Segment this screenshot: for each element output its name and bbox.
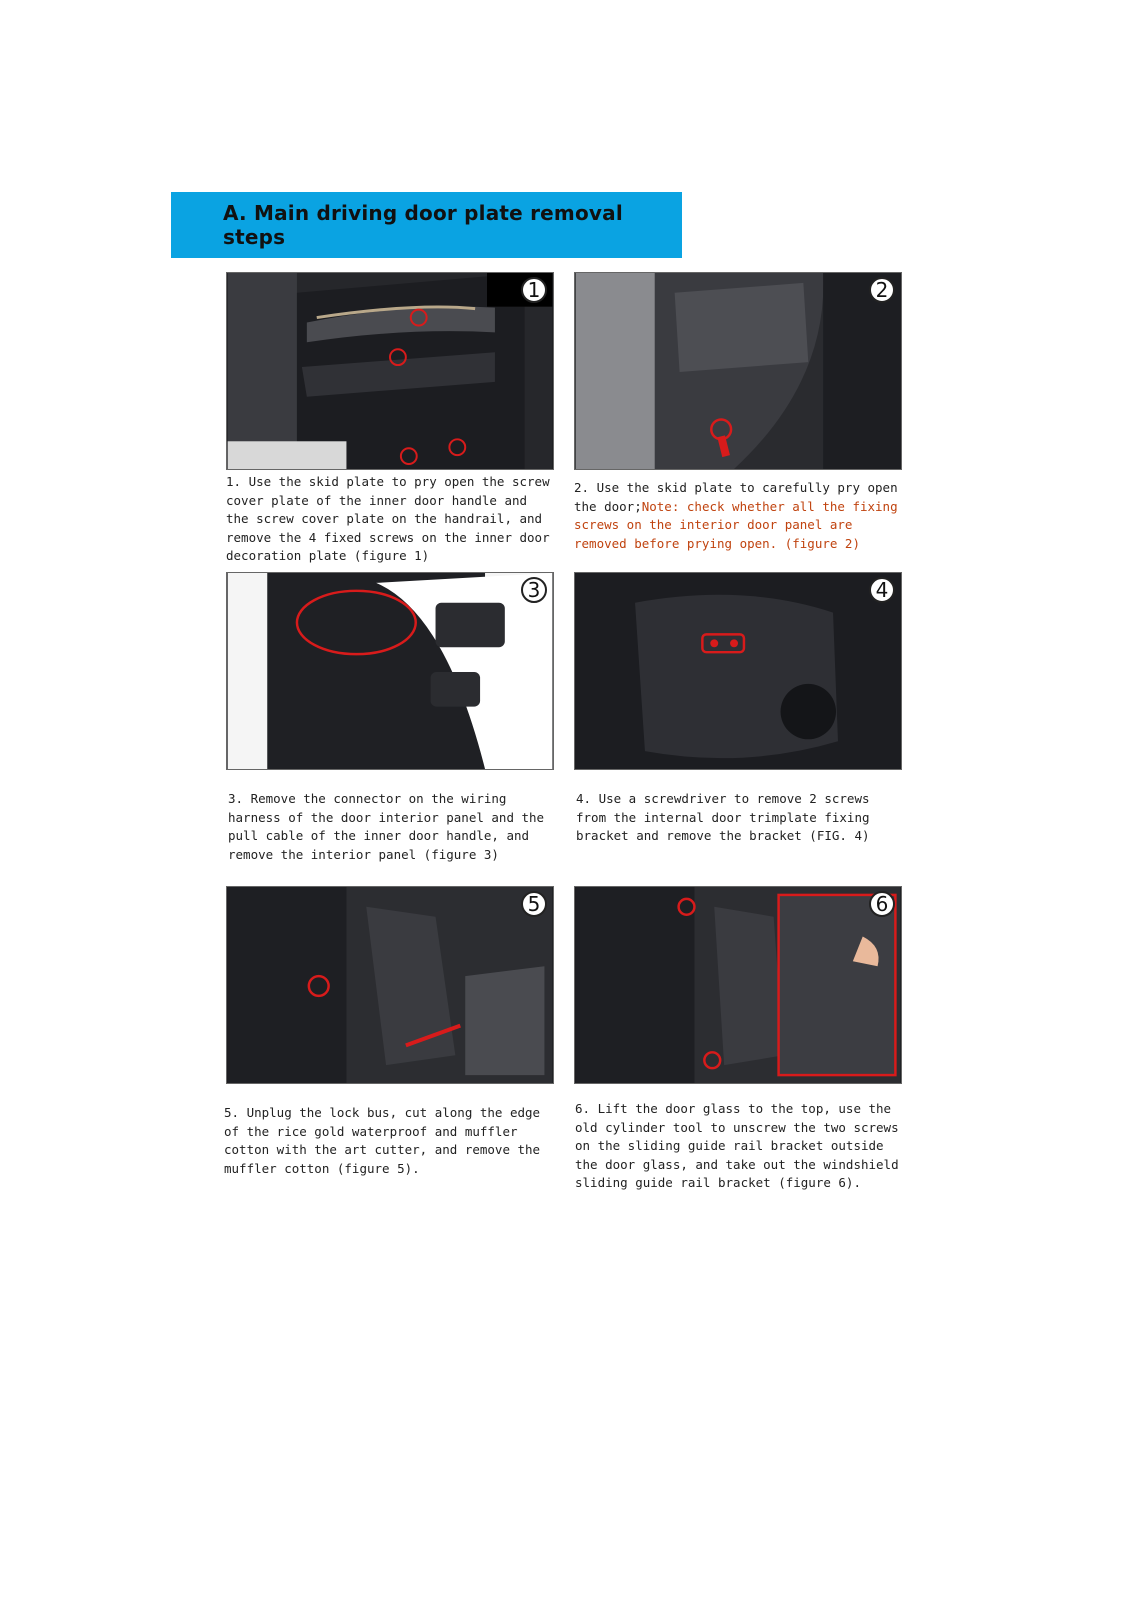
figure-5-photo <box>226 886 554 1084</box>
step-6-caption <box>575 1100 905 1193</box>
figure-number-badge: 6 <box>869 891 895 917</box>
section-banner <box>171 192 682 258</box>
figure-4-photo <box>574 572 902 770</box>
step-4-text: 4. Use a screwdriver to remove 2 screws from the internal door trimplate fixing bracket and remove the bracket (FIG. 4) <box>576 791 870 843</box>
step-4-caption <box>576 790 906 846</box>
step-1-text: 1. Use the skid plate to pry open the screw cover plate of the inner door handle and the screw cover plate on the handrail, and remove the 4 fixed screws on the inner door decoration plate (figure 1) <box>226 474 550 563</box>
figure-3-photo <box>226 572 554 770</box>
figure-2-photo <box>574 272 902 470</box>
section-title: A. Main driving door plate removal steps <box>223 201 623 249</box>
figure-number-badge: 3 <box>521 577 547 603</box>
lock-bus-illustration <box>227 887 553 1083</box>
figure-number-badge: 1 <box>521 277 547 303</box>
step-5-text: 5. Unplug the lock bus, cut along the edge of the rice gold waterproof and muffler cotton with the art cutter, and remove the muffler cotton (figure 5). <box>224 1105 541 1176</box>
step-2-note: Note: check whether all the fixing screws on the interior door panel are removed before prying open. (figure 2) <box>574 498 898 551</box>
figure-1-photo <box>226 272 554 470</box>
figure-number-badge: 4 <box>869 577 895 603</box>
figure-number-badge: 2 <box>869 277 895 303</box>
step-1-caption <box>226 473 556 566</box>
step-2-text: 2. Use the skid plate to carefully pry open the door; <box>574 480 898 514</box>
guide-rail-illustration <box>575 887 901 1083</box>
figure-number-badge: 5 <box>521 891 547 917</box>
step-3-text: 3. Remove the connector on the wiring harness of the door interior panel and the pull cable of the inner door handle, and remove the interior panel (figure 3) <box>228 791 545 862</box>
figure-6-photo <box>574 886 902 1084</box>
bracket-screws-illustration <box>575 573 901 769</box>
door-panel-illustration <box>227 273 553 469</box>
step-6-text: 6. Lift the door glass to the top, use the old cylinder tool to unscrew the two screws on the sliding guide rail bracket outside the door glass, and take out the windshield sliding guide rail bracket (figure 6). <box>575 1101 899 1190</box>
step-3-caption <box>228 790 558 864</box>
door-open-illustration <box>575 273 901 469</box>
step-2-caption <box>574 479 904 553</box>
harness-connector-illustration <box>227 573 553 769</box>
step-5-caption <box>224 1104 554 1178</box>
